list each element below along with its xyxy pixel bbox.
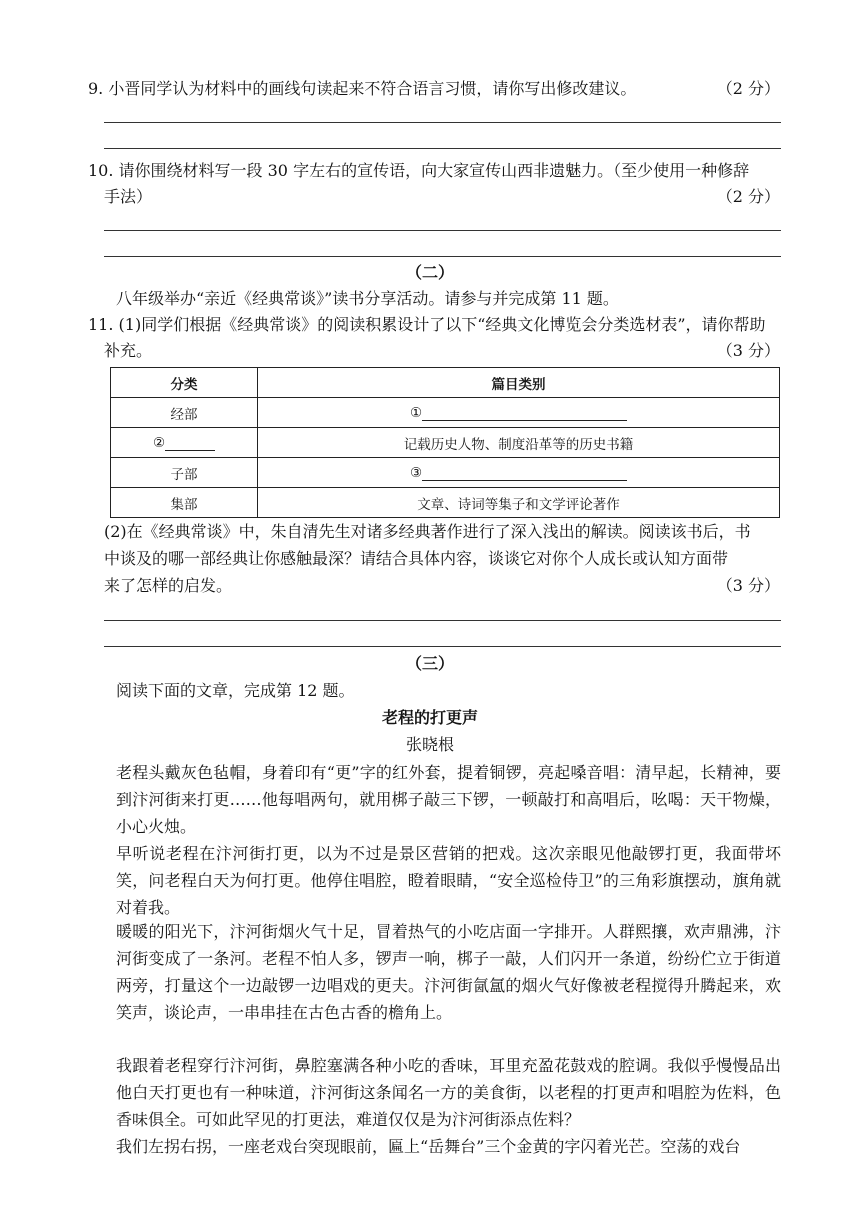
question-11-2-line-1: (2)在《经典常谈》中，朱自清先生对诸多经典著作进行了深入浅出的解读。阅读该书后，书 <box>104 522 751 541</box>
section-3-intro: 阅读下面的文章，完成第 12 题。 <box>116 681 355 700</box>
table-row <box>111 428 780 458</box>
question-11-1-score: （3 分） <box>716 341 780 360</box>
classification-table <box>110 367 780 518</box>
answer-line <box>104 122 781 123</box>
question-11-2-line-3: 来了怎样的启发。 <box>104 576 233 595</box>
answer-line <box>104 256 781 257</box>
table-row <box>111 398 780 428</box>
question-9: 9. 小晋同学认为材料中的画线句读起来不符合语言习惯，请你写出修改建议。 <box>88 79 637 98</box>
blank-marker: ① <box>409 405 423 421</box>
article-paragraph: 我们左拐右拐，一座老戏台突现眼前，匾上“岳舞台”三个金黄的字闪着光芒。空荡的戏台 <box>116 1137 741 1156</box>
question-11-2-line-2: 中谈及的哪一部经典让你感触最深？请结合具体内容，谈谈它对你个人成长或认知方面带 <box>104 549 729 568</box>
section-3-heading: （三） <box>405 654 454 673</box>
table-row <box>111 488 780 518</box>
question-11-2-score: （3 分） <box>716 576 780 595</box>
table-cell-category: 经部 <box>111 398 258 428</box>
answer-line <box>104 646 781 647</box>
fill-in-blank <box>165 434 215 451</box>
article-paragraph: 老程头戴灰色毡帽，身着印有“更”字的红外套，提着铜锣，亮起嗓音唱：清早起，长精神，要到汴河街来打更……他每唱两句，就用梆子敲三下锣，一顿敲打和高唱后，吆喝：天干物燥，小心火烛。 <box>116 763 781 836</box>
table-header-row <box>111 368 780 398</box>
blank-marker: ③ <box>409 465 423 481</box>
article-paragraph: 早听说老程在汴河街打更，以为不过是景区营销的把戏。这次亲眼见他敲锣打更，我面带坏笑，问老程白天为何打更。他停住唱腔，瞪着眼睛，“安全巡检侍卫”的三角彩旗摆动，旗角就对着我。 <box>116 844 781 917</box>
question-10-line-1: 10. 请你围绕材料写一段 30 字左右的宣传语，向大家宣传山西非遗魅力。（至少使用一种修辞 <box>88 161 750 180</box>
fill-in-blank <box>422 404 627 421</box>
table-header-desc: 篇目类别 <box>258 368 780 398</box>
fill-in-blank <box>422 464 627 481</box>
article-paragraph: 暖暖的阳光下，汴河街烟火气十足，冒着热气的小吃店面一字排开。人群熙攘，欢声鼎沸，汴河街变成了一条河。老程不怕人多，锣声一响，梆子一敲，人们闪开一条道，纷纷伫立于街道两旁，打量这个一边敲锣一边唱戏的更夫。汴河街氤氲的烟火气好像被老程搅得升腾起来，欢笑声，谈论声，一串串挂在古色古香的檐角上。 <box>116 922 781 1022</box>
question-11-1-line-2: 补充。 <box>104 341 153 360</box>
table-header-category: 分类 <box>111 368 258 398</box>
table-row <box>111 458 780 488</box>
table-cell-desc <box>258 398 780 428</box>
table-cell-category: 子部 <box>111 458 258 488</box>
section-2-intro: 八年级举办“亲近《经典常谈》”读书分享活动。请参与并完成第 11 题。 <box>116 289 619 308</box>
answer-line <box>104 230 781 231</box>
blank-marker: ② <box>152 435 166 451</box>
question-10-line-2: 手法） <box>104 187 153 206</box>
article-author: 张晓根 <box>405 735 454 754</box>
question-10-score: （2 分） <box>716 187 780 206</box>
table-cell-desc <box>258 458 780 488</box>
question-9-score: （2 分） <box>716 79 780 98</box>
answer-line <box>104 148 781 149</box>
table-cell-category: 集部 <box>111 488 258 518</box>
section-2-heading: （二） <box>405 263 454 282</box>
article-title: 老程的打更声 <box>381 708 478 727</box>
article-paragraph: 我跟着老程穿行汴河街，鼻腔塞满各种小吃的香味，耳里充盈花鼓戏的腔调。我似乎慢慢品出他白天打更也有一种味道，汴河街这条闻名一方的美食街，以老程的打更声和唱腔为佐料，色香味俱全。可如此罕见的打更法，难道仅仅是为汴河街添点佐料？ <box>116 1056 781 1129</box>
table-cell-desc: 记载历史人物、制度沿革等的历史书籍 <box>258 428 780 458</box>
table-cell-desc: 文章、诗词等集子和文学评论著作 <box>258 488 780 518</box>
answer-line <box>104 620 781 621</box>
table-cell-category <box>111 428 258 458</box>
question-11-1-line-1: 11. (1)同学们根据《经典常谈》的阅读积累设计了以下“经典文化博览会分类选材表”，请你帮助 <box>88 315 766 334</box>
